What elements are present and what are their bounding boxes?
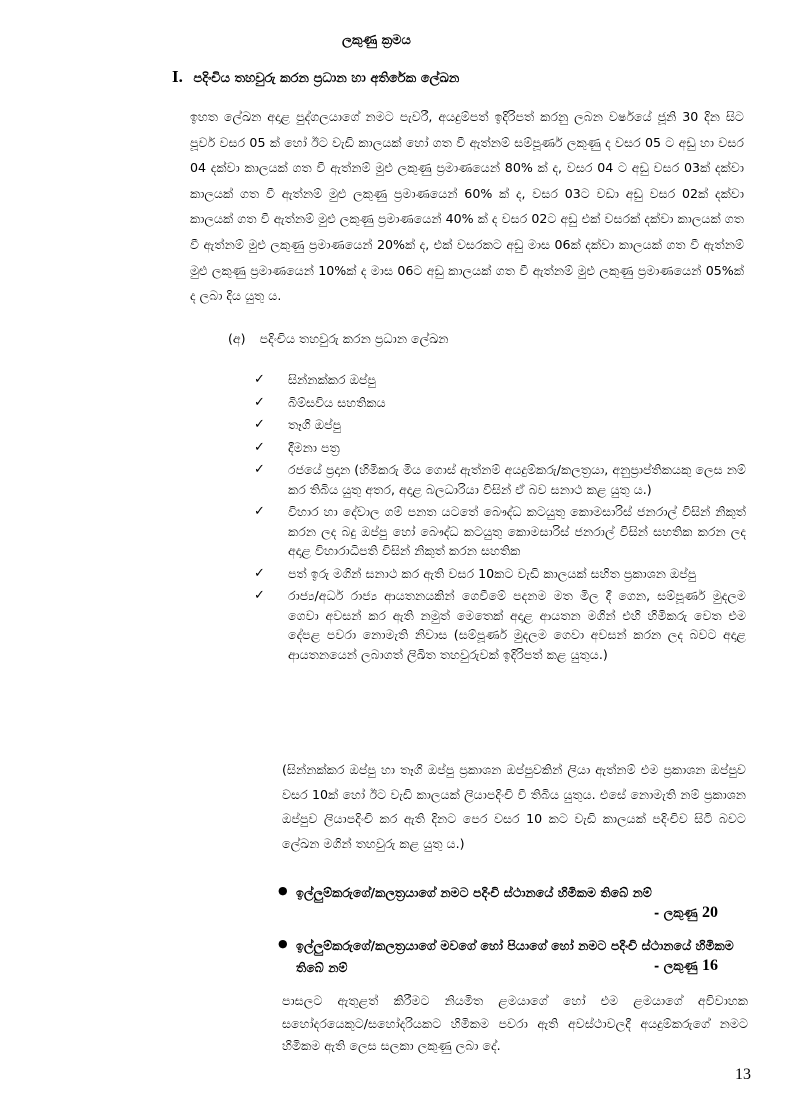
section-title [172,67,459,87]
checklist-item-text: දීමනා පත්‍ර [288,439,340,455]
points-value [654,957,718,975]
checklist-item-text: තෑගි ඔප්පු [288,417,342,432]
bullet-text: ඉල්ලුම්කරුගේ/කලත්‍රයාගේ මවගේ හෝ පියාගේ හෝ නමට පදිංචි ස්ථානයේ හිමිකම තිබේ නම් [296,938,734,975]
bullet-text: ඉල්ලුම්කරුගේ/කලත්‍රයාගේ නමට පදිංචි ස්ථානයේ හිමිකම තිබේ නම් [296,885,652,900]
section-title-text: පදිංචිය තහවුරු කරන ප්‍රධාන හා අතිරේක ලේඛන [193,71,460,86]
checklist-item [254,502,746,561]
checklist-item-text: රජයේ ප්‍රදාන (හිමිකරු මිය ගොස් ඇත්නම් අයදුම්කරු/කලත්‍රයා, අනුප්‍රාප්තිකයකු ලෙස නම් කර තිබිය යුතු අතර, අදාළ බලධාරියා විසින් ඒ බව සනාථ කළ යුතු ය.) [288,462,746,497]
check-icon: ✓ [254,372,265,387]
checklist-item [254,460,746,499]
subsection-title [228,331,448,347]
subsection-label: (අ) [228,331,246,346]
bullet-icon: ● [278,884,288,897]
checklist-item [254,415,746,435]
points-number: 20 [702,904,718,921]
section-number: I. [172,67,183,86]
bullet-icon: ● [278,937,288,950]
checklist-item [254,586,746,664]
check-icon: ✓ [254,504,265,519]
points-number: 16 [702,957,718,974]
checklist-item [254,370,746,390]
checklist-item [254,564,746,584]
points-value [654,904,718,922]
check-icon: ✓ [254,462,265,477]
document-checklist [254,370,746,667]
checklist-item-text: සින්නක්කර ඔප්පු [288,372,376,387]
check-icon: ✓ [254,394,265,410]
eligibility-paragraph: ඉහත ලේඛන අදාළ පුද්ගලයාගේ නමට පැවරී, අයදුම්පත් ඉදිරිපත් කරනු ලබන වර්ෂයේ ජූනි 30 දින සිට පූර්ව වසර 05 ක් හෝ ඊට වැඩි කාලයක් හෝ ගත වී ඇත්නම් සම්පූර්ණ ලකුණු ද වසර 05 ට අඩු හා වසර 04 දක්වා කාලයක් ගත වී ඇත්නම් මුළු ලකුණු ප්‍රමාණයෙන් 80% ක් ද, වසර 04 ට අඩු වසර 03ක් දක්වා කාලයක් ගත වී ඇත්නම් මුළු ලකුණු ප්‍රමාණයෙන් 60% ක් ද, වසර 03ට වඩා අඩු වසර 02ක් දක්වා කාලයක් ගත වී ඇත්නම් මුළු ලකුණු ප්‍රමාණයෙන් 40% ක් ද වසර 02ට අඩු එක් වසරක් දක්වා කාලයක් ගත වී ඇත්නම් මුළු ලකුණු ප්‍රමාණයෙන් 20%ක් ද, එක් වසරකට අඩු මාස 06ක් දක්වා කාලයක් ගත වී ඇත්නම් මුළු ලකුණු ප්‍රමාණයෙන් 10%ක් ද මාස 06ට අඩු කාලයක් ගත වී ඇත්නම් මුළු ලකුණු ප්‍රමාණයෙන් 05%ක් ද ලබා දිය යුතු ය. [190,109,744,304]
check-icon: ✓ [254,417,265,432]
checklist-item [254,438,746,458]
check-icon: ✓ [254,439,265,455]
points-prefix: - ලකුණු [654,958,698,973]
page-number: 13 [735,1066,751,1083]
points-prefix: - ලකුණු [654,905,698,920]
checklist-item-text: විහාර හා දේවාල ගම් පනත යටතේ බෞද්ධ කටයුතු කොමසාරිස් ජනරාල් විසින් නිකුත් කරන ලද බදු ඔප්පු හෝ බෞද්ධ කටයුතු කොමසාරිස් ජනරාල් විසින් සහතික කරන ලද අදාළ විහාරාධිපති විසින් නිකුත් කරන සහතික [288,504,746,558]
subsection-title-text: පදිංචිය තහවුරු කරන ප්‍රධාන ලේඛන [259,331,449,346]
page-heading: ලකුණු ක්‍රමය [342,33,411,48]
closing-paragraph: පාසලට ඇතුළත් කිරීමට නියමිත ළමයාගේ හෝ එම ළමයාගේ අවිවාහක සහෝදරයෙකුට/සහෝදරියකට හිමිකම පවරා ඇති අවස්ථාවලදී අයදුම්කරුගේ නමට හිමිකම ඇති ලෙස සලකා ලකුණු ලබා දේ. [282,993,748,1053]
deed-note: (සින්නක්කර ඔප්පු හා තෑගි ඔප්පු ප්‍රකාශන ඔප්පුවකින් ලියා ඇත්නම් එම ප්‍රකාශන ඔප්පුව වසර 10ක් හෝ ඊට වැඩි කාලයක් ලියාපදිංචි වී තිබිය යුතුය. එසේ නොමැති නම් ප්‍රකාශන ඔප්පුව ලියාපදිංචි කර ඇති දිනට පෙර වසර 10 කට වැඩි කාලයක් පදිංචිව සිටි බවට ලේඛන මගින් තහවුරු කළ යුතු ය.) [282,762,746,851]
checklist-item-text: පත් ඉරු මගින් සනාථ කර ඇති වසර 10කට වැඩි කාලයක් සහිත ප්‍රකාශන ඔප්පු [288,565,697,581]
checklist-item-text: බිම්සවිය සහතිකය [288,394,386,410]
check-icon: ✓ [254,588,265,603]
checklist-item-text: රාජ්‍ය/අර්ධ රාජ්‍ය ආයතනයකින් ගෙවීමේ පදනම මත මිල දී ගෙන, සම්පූර්ණ මුදලම ගෙවා අවසන් කර ඇති නමුත් මෙතෙක් අදාළ ආයතන මගින් එහි හිමිකරු වෙත එම දේපළ පවරා නොමැති නිවාස (සම්පූර්ණ මුදලම ගෙවා අවසන් කරන ලද බවට අදාළ ආයතනයෙන් ලබාගත් ලිඛිත තහවුරුවක් ඉදිරිපත් කළ යුතුය.) [288,588,746,662]
checklist-item [254,393,746,413]
check-icon: ✓ [254,565,265,581]
